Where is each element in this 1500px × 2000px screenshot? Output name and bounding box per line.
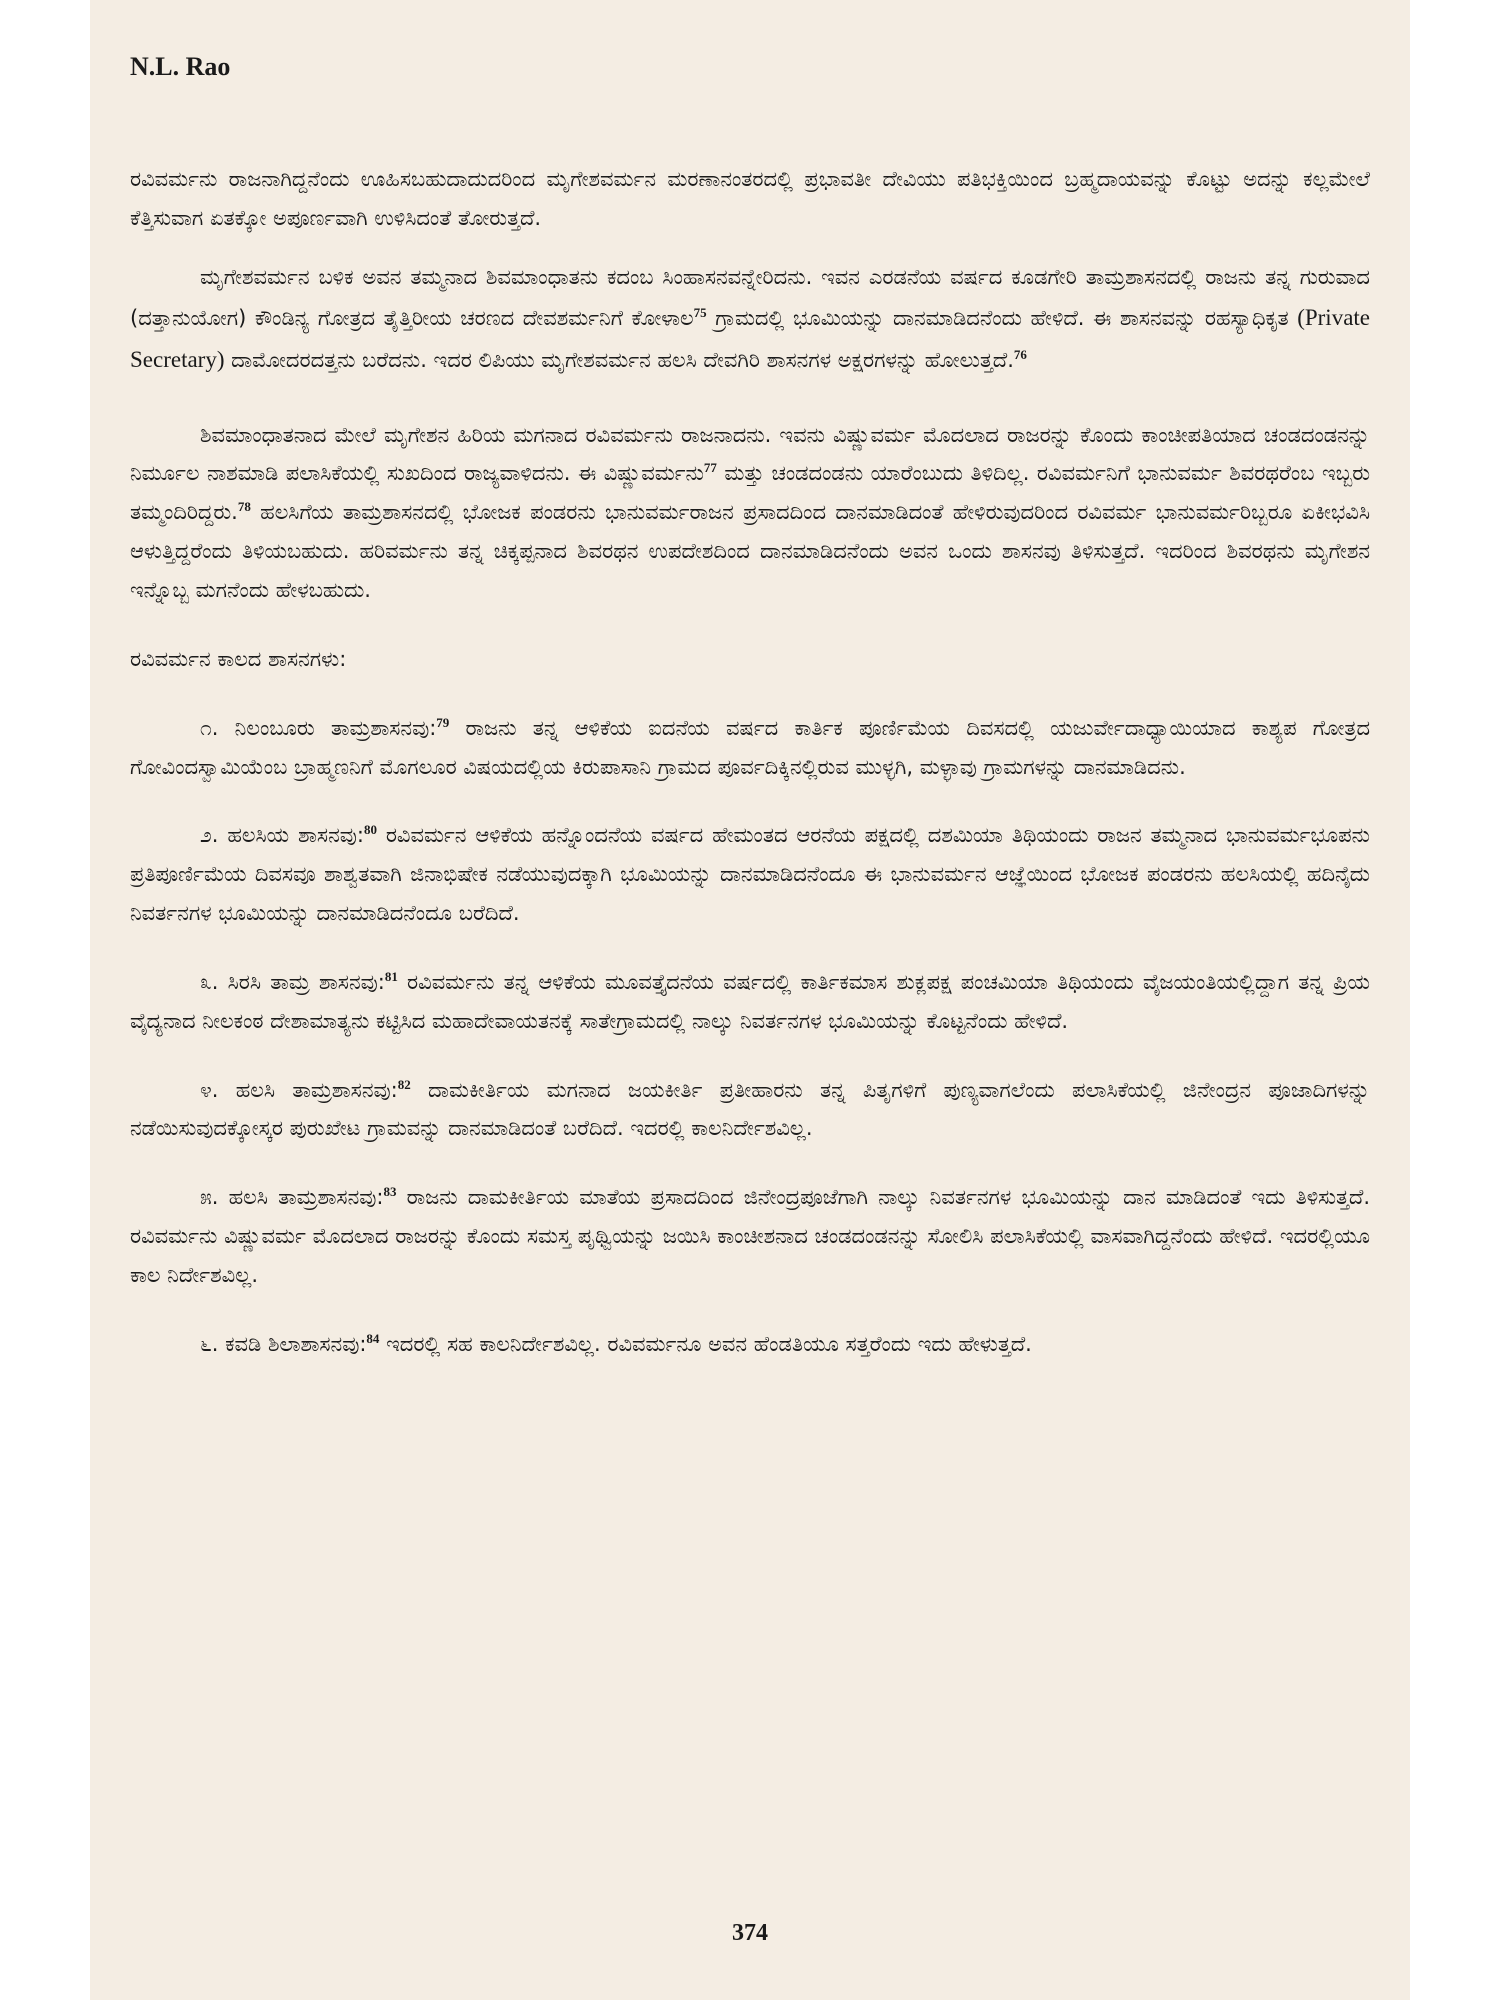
section-heading: ರವಿವರ್ಮನ ಕಾಲದ ಶಾಸನಗಳು: (130, 646, 347, 671)
paragraph-3 (130, 416, 1370, 610)
item-heading: ೧. ನಿಲಂಬೂರು ತಾಮ್ರಶಾಸನವು: (200, 715, 437, 740)
paragraph-1 (130, 160, 1370, 238)
inscription-item-4 (130, 1071, 1370, 1149)
paragraph-2 (130, 258, 1370, 382)
item-heading: ೩. ಸಿರಸಿ ತಾಮ್ರ ಶಾಸನವು: (200, 969, 385, 994)
item-text: ರಾಜನು ತನ್ನ ಆಳಿಕೆಯ ಐದನೆಯ ವರ್ಷದ ಕಾರ್ತಿಕ ಪೂರ್ಣಿಮೆಯ ದಿವಸದಲ್ಲಿ ಯಜುರ್ವೇದಾಧ್ಯಾಯಿಯಾದ ಕಾಶ್ಯಪ ಗೋತ್ರದ ಗೋವಿಂದಸ್ವಾಮಿಯೆಂಬ ಬ್ರಾಹ್ಮಣನಿಗೆ ಮೊಗಲೂರ ವಿಷಯದಲ್ಲಿಯ ಕಿರುಪಾಸಾನಿ ಗ್ರಾಮದ ಪೂರ್ವದಿಕ್ಕಿನಲ್ಲಿರುವ ಮುಳ್ಳಗಿ, ಮಳ್ಳಾವು ಗ್ರಾಮಗಳನ್ನು ದಾನಮಾಡಿದನು. (130, 715, 1371, 779)
footnote-ref: 78 (237, 499, 251, 515)
item-heading: ೫. ಹಲಸಿ ತಾಮ್ರಶಾಸನವು: (200, 1185, 384, 1210)
paragraph-text: ಹಲಸಿಗೆಯ ತಾಮ್ರಶಾಸನದಲ್ಲಿ ಭೋಜಕ ಪಂಡರನು ಭಾನುವರ್ಮರಾಜನ ಪ್ರಸಾದದಿಂದ ದಾನಮಾಡಿದಂತೆ ಹೇಳಿರುವುದರಿಂದ ರವಿವರ್ಮ ಭಾನುವರ್ಮರಿಬ್ಬರೂ ಏಕೀಭವಿಸಿ ಆಳುತ್ತಿದ್ದರೆಂದು ತಿಳಿಯಬಹುದು. ಹರಿವರ್ಮನು ತನ್ನ ಚಿಕ್ಕಪ್ಪನಾದ ಶಿವರಥನ ಉಪದೇಶದಿಂದ ದಾನಮಾಡಿದನೆಂದು ಅವನ ಒಂದು ಶಾಸನವು ತಿಳಿಸುತ್ತದೆ. ಇದರಿಂದ ಶಿವರಥನು ಮೃಗೇಶನ ಇನ್ನೊಬ್ಬ ಮಗನೆಂದು ಹೇಳಬಹುದು. (130, 500, 1370, 602)
paragraph-text: ಗ್ರಾಮದಲ್ಲಿ ಭೂಮಿಯನ್ನು ದಾನಮಾಡಿದನೆಂದು ಹೇಳಿದೆ. ಈ ಶಾಸನವನ್ನು ರಹಸ್ಯಾಧಿಕೃತ (706, 305, 1298, 330)
inscription-item-6 (130, 1325, 1370, 1364)
footnote-ref: 84 (366, 1330, 380, 1346)
footnote-ref: 79 (436, 714, 450, 730)
english-term: (Private Secretary) (130, 304, 1370, 373)
footnote-ref: 80 (363, 822, 377, 838)
footnote-ref: 82 (397, 1076, 411, 1092)
page-body (130, 160, 1370, 1384)
paragraph-text: ದಾಮೋದರದತ್ತನು ಬರೆದನು. ಇದರ ಲಿಪಿಯು ಮೃಗೇಶವರ್ಮನ ಹಲಸಿ ದೇವಗಿರಿ ಶಾಸನಗಳ ಅಕ್ಷರಗಳನ್ನು ಹೋಲುತ್ತದೆ. (224, 348, 1014, 373)
inscription-item-2 (130, 816, 1370, 933)
inscription-item-1 (130, 709, 1370, 787)
item-text: ರವಿವರ್ಮನು ತನ್ನ ಆಳಿಕೆಯ ಮೂವತ್ತೈದನೆಯ ವರ್ಷದಲ್ಲಿ ಕಾರ್ತಿಕಮಾಸ ಶುಕ್ಲಪಕ್ಷ ಪಂಚಮಿಯಾ ತಿಥಿಯಂದು ವೈಜಯಂತಿಯಲ್ಲಿದ್ದಾಗ ತನ್ನ ಪ್ರಿಯ ವೈದ್ಯನಾದ ನೀಲಕಂಠ ದೇಶಾಮಾತ್ಯನು ಕಟ್ಟಿಸಿದ ಮಹಾದೇವಾಯತನಕ್ಕೆ ಸಾತೇಗ್ರಾಮದಲ್ಲಿ ನಾಲ್ಕು ನಿವರ್ತನಗಳ ಭೂಮಿಯನ್ನು ಕೊಟ್ಟನೆಂದು ಹೇಳಿದೆ. (130, 969, 1371, 1033)
inscription-item-5 (130, 1178, 1370, 1295)
footnote-ref: 81 (384, 968, 398, 984)
footnote-ref: 83 (383, 1184, 397, 1200)
item-text: ರವಿವರ್ಮನ ಆಳಿಕೆಯ ಹನ್ನೊಂದನೆಯ ವರ್ಷದ ಹೇಮಂತದ ಆರನೆಯ ಪಕ್ಷದಲ್ಲಿ ದಶಮಿಯಾ ತಿಥಿಯಂದು ರಾಜನ ತಮ್ಮನಾದ ಭಾನುವರ್ಮಭೂಪನು ಪ್ರತಿಪೂರ್ಣಿಮೆಯ ದಿವಸವೂ ಶಾಶ್ವತವಾಗಿ ಜಿನಾಭಿಷೇಕ ನಡೆಯುವುದಕ್ಕಾಗಿ ಭೂಮಿಯನ್ನು ದಾನಮಾಡಿದನೆಂದೂ ಈ ಭಾನುವರ್ಮನ ಆಜ್ಞೆಯಿಂದ ಭೋಜಕ ಪಂಡರನು ಹಲಸಿಯಲ್ಲಿ ಹದಿನೈದು ನಿವರ್ತನಗಳ ಭೂಮಿಯನ್ನು ದಾನಮಾಡಿದನೆಂದೂ ಬರೆದಿದೆ. (130, 823, 1370, 926)
running-header: N.L. Rao (130, 52, 231, 81)
item-text: ಇದರಲ್ಲಿ ಸಹ ಕಾಲನಿರ್ದೇಶವಿಲ್ಲ. ರವಿವರ್ಮನೂ ಅವನ ಹೆಂಡತಿಯೂ ಸತ್ತರೆಂದು ಇದು ಹೇಳುತ್ತದೆ. (379, 1331, 1032, 1356)
inscription-item-3 (130, 963, 1370, 1041)
footnote-ref: 75 (693, 304, 707, 320)
page-number: 374 (732, 1920, 768, 1946)
footnote-ref: 77 (703, 460, 717, 476)
item-heading: ೪. ಹಲಸಿ ತಾಮ್ರಶಾಸನವು: (200, 1077, 398, 1102)
item-heading: ೬. ಕವಡಿ ಶಿಲಾಶಾಸನವು: (200, 1331, 367, 1356)
book-page (90, 0, 1410, 2000)
footnote-ref: 76 (1013, 347, 1027, 363)
paragraph-text: ರವಿವರ್ಮನು ರಾಜನಾಗಿದ್ದನೆಂದು ಊಹಿಸಬಹುದಾದುದರಿಂದ ಮೃಗೇಶವರ್ಮನ ಮರಣಾನಂತರದಲ್ಲಿ ಪ್ರಭಾವತೀ ದೇವಿಯು ಪತಿಭಕ್ತಿಯಿಂದ ಬ್ರಹ್ಮದಾಯವನ್ನು ಕೊಟ್ಟು ಅದನ್ನು ಕಲ್ಲಮೇಲೆ ಕೆತ್ತಿಸುವಾಗ ಏತಕ್ಕೋ ಅಪೂರ್ಣವಾಗಿ ಉಳಿಸಿದಂತೆ ತೋರುತ್ತದೆ. (130, 167, 1370, 230)
paragraph-text: ಮೃಗೇಶವರ್ಮನ ಬಳಿಕ ಅವನ ತಮ್ಮನಾದ ಶಿವಮಾಂಧಾತನು ಕದಂಬ ಸಿಂಹಾಸನವನ್ನೇರಿದನು. ಇವನ ಎರಡನೆಯ ವರ್ಷದ ಕೂಡಗೇರಿ ತಾಮ್ರಶಾಸನದಲ್ಲಿ ರಾಜನು ತನ್ನ ಗುರುವಾದ (ದತ್ತಾನುಯೋಗ) ಕೌಂಡಿನ್ಯ ಗೋತ್ರದ ತೈತ್ತಿರೀಯ ಚರಣದ ದೇವಶರ್ಮನಿಗೆ ಕೋಳಾಲ (130, 264, 1370, 330)
item-text: ದಾಮಕೀರ್ತಿಯ ಮಗನಾದ ಜಯಕೀರ್ತಿ ಪ್ರತೀಹಾರನು ತನ್ನ ಪಿತೃಗಳಿಗೆ ಪುಣ್ಯವಾಗಲೆಂದು ಪಲಾಸಿಕೆಯಲ್ಲಿ ಜಿನೇಂದ್ರನ ಪೂಜಾದಿಗಳನ್ನು ನಡೆಯಿಸುವುದಕ್ಕೋಸ್ಕರ ಪುರುಖೇಟ ಗ್ರಾಮವನ್ನು ದಾನಮಾಡಿದಂತೆ ಬರೆದಿದೆ. ಇದರಲ್ಲಿ ಕಾಲನಿರ್ದೇಶವಿಲ್ಲ. (130, 1077, 1370, 1141)
paragraph-text: ಶಿವಮಾಂಧಾತನಾದ ಮೇಲೆ ಮೃಗೇಶನ ಹಿರಿಯ ಮಗನಾದ ರವಿವರ್ಮನು ರಾಜನಾದನು. ಇವನು ವಿಷ್ಣುವರ್ಮ ಮೊದಲಾದ ರಾಜರನ್ನು ಕೊಂದು ಕಾಂಚೀಪತಿಯಾದ ಚಂಡದಂಡನನ್ನು ನಿರ್ಮೂಲ ನಾಶಮಾಡಿ ಪಲಾಸಿಕೆಯಲ್ಲಿ ಸುಖದಿಂದ ರಾಜ್ಯವಾಳಿದನು. ಈ ವಿಷ್ಣುವರ್ಮನು (130, 422, 1370, 486)
paragraph-text: ಮತ್ತು ಚಂಡದಂಡನು ಯಾರೆಂಬುದು ತಿಳಿದಿಲ್ಲ. ರವಿವರ್ಮನಿಗೆ ಭಾನುವರ್ಮ ಶಿವರಥರೆಂಬ ಇಬ್ಬರು ತಮ್ಮಂದಿರಿದ್ದರು. (130, 461, 1370, 525)
item-heading: ೨. ಹಲಸಿಯ ಶಾಸನವು: (200, 823, 364, 848)
item-text: ರಾಜನು ದಾಮಕೀರ್ತಿಯ ಮಾತೆಯ ಪ್ರಸಾದದಿಂದ ಜಿನೇಂದ್ರಪೂಜೆಗಾಗಿ ನಾಲ್ಕು ನಿವರ್ತನಗಳ ಭೂಮಿಯನ್ನು ದಾನ ಮಾಡಿದಂತೆ ಇದು ತಿಳಿಸುತ್ತದೆ. ರವಿವರ್ಮನು ವಿಷ್ಣುವರ್ಮ ಮೊದಲಾದ ರಾಜರನ್ನು ಕೊಂದು ಸಮಸ್ತ ಪೃಥ್ವಿಯನ್ನು ಜಯಿಸಿ ಕಾಂಚೀಶನಾದ ಚಂಡದಂಡನನ್ನು ಸೋಲಿಸಿ ಪಲಾಸಿಕೆಯಲ್ಲಿ ವಾಸವಾಗಿದ್ದನೆಂದು ಹೇಳಿದೆ. ಇದರಲ್ಲಿಯೂ ಕಾಲ ನಿರ್ದೇಶವಿಲ್ಲ. (130, 1185, 1370, 1287)
